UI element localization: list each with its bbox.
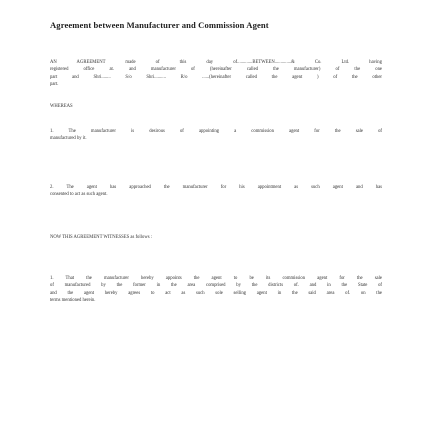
paragraph-line: consented to act as such agent.	[50, 192, 108, 198]
paragraph-line: 1. The manufacturer is desirous of appointing a commission agent for the sale of	[50, 129, 382, 134]
paragraph-line: 1. That the manufacturer hereby appoints the agent to be its commission agent for the sale	[50, 276, 382, 281]
paragraph-line: terms mentioned herein.	[50, 298, 96, 304]
recital-paragraph-2	[50, 184, 382, 199]
paragraph-line: part and Shri........ S/o Shri.......... R/o ......(hereinafter called the agent ) of the other	[50, 74, 382, 80]
document-title: Agreement between Manufacturer and Commission Agent	[50, 20, 269, 30]
paragraph-line: and the agent hereby agrees to act as such sole selling agent in the said area of. on the	[50, 290, 382, 296]
witnesses-heading: NOW THIS AGREEMENT WITNESSES as follows :	[50, 235, 152, 240]
paragraph-line: 2. The agent has approached the manufacturer for his appointment as such agent and has	[50, 185, 382, 190]
paragraph-line: of manufactured by the former in the area comprised by the districts of. and in the State of	[50, 283, 382, 289]
paragraph-line: part.	[50, 82, 59, 88]
paragraph-line: manufactured by it.	[50, 136, 87, 142]
agreement-paragraph	[50, 59, 382, 89]
paragraph-line: registered office at. and manufacturer of (hereinafter called the manufacturer) of the one	[50, 67, 382, 73]
clause-paragraph-1	[50, 275, 382, 305]
recital-paragraph-1	[50, 128, 382, 143]
paragraph-line: AN AGREEMENT made of this day of.............BETWEEN..............& Co. Ltd. having	[50, 60, 382, 65]
whereas-heading: WHEREAS	[50, 104, 73, 109]
